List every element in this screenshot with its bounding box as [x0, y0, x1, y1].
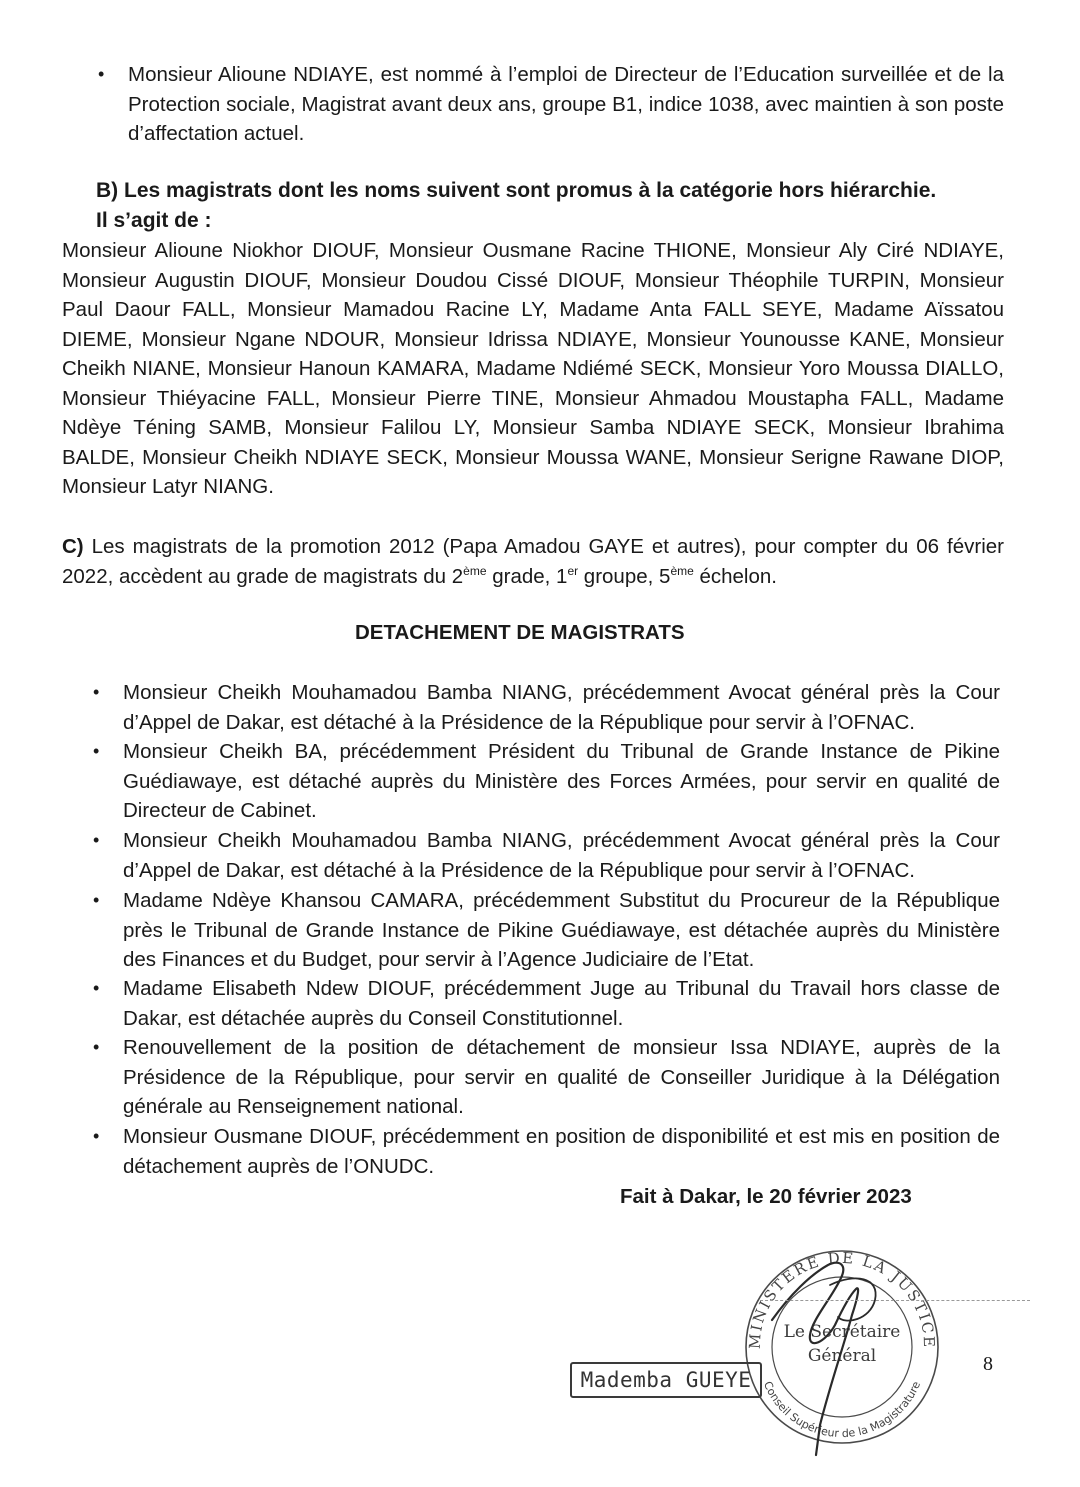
detachement-item-text: Monsieur Cheikh BA, précédemment Président du Tribunal de Grande Instance de Pikine Guédiawaye, est détaché auprès du Ministère des Forces Armées, pour servir en qualité de Directeur de Cabinet. [123, 740, 1000, 822]
top-bullet-text: Monsieur Alioune NDIAYE, est nommé à l’emploi de Directeur de l’Education surveillée et de la Protection sociale, Magistrat avant deux ans, groupe B1, indice 1038, avec maintien à son poste d’affectation actuel. [128, 63, 1004, 145]
detachement-item [93, 678, 1000, 737]
section-c-sup-3: ème [670, 563, 694, 578]
detachement-item-text: Monsieur Ousmane DIOUF, précédemment en position de disponibilité et est mis en position de détachement auprès de l’ONUDC. [123, 1125, 1000, 1178]
section-b-names: Monsieur Alioune Niokhor DIOUF, Monsieur Ousmane Racine THIONE, Monsieur Aly Ciré NDIAYE, Monsieur Augustin DIOUF, Monsieur Doudou Cissé DIOUF, Monsieur Théophile TURPIN, Monsieur Paul Daour FALL, Monsieur Mamadou Racine LY, Madame Anta FALL SEYE, Madame Aïssatou DIEME, Monsieur Ngane NDOUR, Monsieur Idrissa NDIAYE, Monsieur Younousse KANE, Monsieur Cheikh NIANE, Monsieur Hanoun KAMARA, Madame Ndiémé SECK, Monsieur Yoro Moussa DIALLO, Monsieur Thiéyacine FALL, Monsieur Pierre TINE, Monsieur Ahmadou Moustapha FALL, Madame Ndèye Téning SAMB, Monsieur Falilou LY, Monsieur Samba NDIAYE SECK, Monsieur Ibrahima BALDE, Monsieur Cheikh NDIAYE SECK, Monsieur Moussa WANE, Monsieur Serigne Rawane DIOP, Monsieur Latyr NIANG. [62, 239, 1004, 498]
detachement-item [93, 974, 1000, 1033]
section-b-heading [96, 176, 1006, 235]
bullet-icon: • [93, 830, 100, 850]
section-c-text-1: Les magistrats de la promotion 2012 (Papa Amadou GAYE et autres), pour compter du 06 février 2022, accèdent au grade de magistrats du 2 [62, 535, 1004, 588]
detachement-item-text: Monsieur Cheikh Mouhamadou Bamba NIANG, précédemment Avocat général près la Cour d’Appel de Dakar, est détaché à la Présidence de la République pour servir à l’OFNAC. [123, 829, 1000, 882]
section-b-heading-line2: Il s’agit de : [96, 208, 212, 232]
detachement-item [93, 826, 1000, 885]
bullet-icon: • [93, 1126, 100, 1146]
detachement-item-text: Renouvellement de la position de détachement de monsieur Issa NDIAYE, auprès de la Présidence de la République, pour servir en qualité de Conseiller Juridique à la Délégation générale au Renseignement national. [123, 1036, 1000, 1118]
top-bullet-item [98, 60, 1004, 149]
date-line: Fait à Dakar, le 20 février 2023 [620, 1185, 912, 1208]
detachement-item-text: Monsieur Cheikh Mouhamadou Bamba NIANG, précédemment Avocat général près la Cour d’Appel de Dakar, est détaché à la Présidence de la République pour servir à l’OFNAC. [123, 681, 1000, 734]
name-stamp: Mademba GUEYE [570, 1362, 762, 1398]
bullet-icon: • [93, 1037, 100, 1057]
section-b-heading-line1: B) Les magistrats dont les noms suivent sont promus à la catégorie hors hiérarchie. [96, 179, 937, 202]
seal-center-line1: Le Secrétaire [783, 1322, 901, 1342]
section-c-label: C) [62, 535, 84, 558]
detachement-item-text: Madame Elisabeth Ndew DIOUF, précédemment Juge au Tribunal du Travail hors classe de Dakar, est détachée auprès du Conseil Constitutionnel. [123, 977, 1000, 1030]
detachement-item [93, 1033, 1000, 1122]
section-c-text-2: grade, 1 [486, 564, 568, 588]
section-c-paragraph [62, 532, 1004, 591]
bullet-icon: • [93, 682, 100, 702]
detachement-item [93, 737, 1000, 826]
section-c-text-3: groupe, 5 [578, 564, 671, 588]
page-number: 8 [983, 1353, 993, 1375]
bullet-icon: • [93, 978, 100, 998]
detachement-title: DETACHEMENT DE MAGISTRATS [355, 621, 685, 644]
official-seal [730, 1225, 950, 1465]
detachement-item [93, 886, 1000, 975]
seal-center-line2: Général [807, 1346, 877, 1366]
signature-line [760, 1300, 1030, 1301]
section-c-sup-2: er [567, 563, 579, 578]
seal-top-text: MINISTERE DE LA JUSTICE [745, 1248, 939, 1350]
bullet-icon: • [93, 890, 100, 910]
seal-bottom-text: Conseil Supérieur de la Magistrature [760, 1379, 924, 1441]
section-c-sup-1: ème [463, 563, 487, 578]
section-c-text-4: échelon. [693, 564, 777, 588]
detachement-item [93, 1122, 1000, 1181]
detachement-item-text: Madame Ndèye Khansou CAMARA, précédemment Substitut du Procureur de la République près le Tribunal de Grande Instance de Pikine Guédiawaye, est détachée auprès du Ministère des Finances et du Budget, pour servir à l’Agence Judiciaire de l’Etat. [123, 889, 1000, 971]
bullet-icon: • [93, 741, 100, 761]
bullet-icon: • [98, 64, 105, 84]
